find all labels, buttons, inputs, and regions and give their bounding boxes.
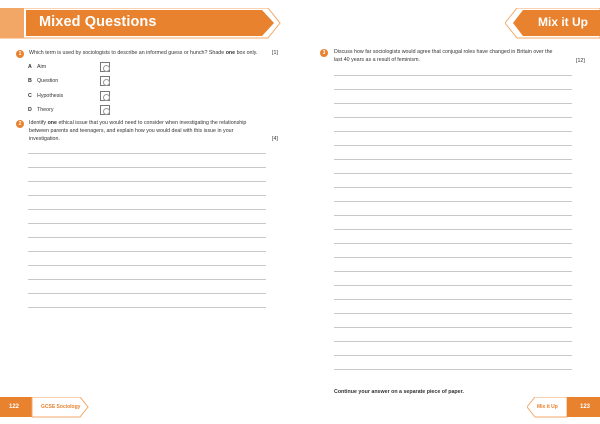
answer-line: [28, 223, 266, 224]
answer-line: [334, 117, 572, 118]
answer-line: [334, 369, 572, 370]
answer-line: [334, 89, 572, 90]
footer-book-title: GCSE Sociology: [41, 404, 81, 410]
question-3-text: Discuss how far sociologists would agree that conjugal roles have changed in Britain over the last 40 years as a result of feminism.: [334, 49, 553, 63]
question-1-marks: [1]: [272, 50, 278, 56]
answer-line: [28, 293, 266, 294]
answer-line: [28, 209, 266, 210]
option-label: Question: [37, 78, 59, 84]
answer-line: [28, 251, 266, 252]
answer-line: [28, 153, 266, 154]
option-letter: B: [28, 78, 32, 84]
answer-line: [28, 265, 266, 266]
answer-line: [334, 145, 572, 146]
answer-line: [334, 285, 572, 286]
question-3-marks: [12]: [576, 58, 585, 64]
answer-line: [334, 75, 572, 76]
answer-line: [334, 257, 572, 258]
option-d-checkbox[interactable]: [100, 105, 110, 115]
question-2-marks: [4]: [272, 136, 278, 142]
continue-note: Continue your answer on a separate piece of paper.: [334, 389, 464, 395]
question-number-badge: 2: [16, 120, 24, 128]
answer-line: [334, 201, 572, 202]
page-title: Mixed Questions: [39, 14, 157, 30]
page-number-left: 122: [9, 404, 20, 410]
answer-line: [334, 229, 572, 230]
question-number-badge: 1: [16, 50, 24, 58]
answer-line: [334, 327, 572, 328]
option-letter: A: [28, 64, 32, 70]
answer-line: [334, 299, 572, 300]
option-label: Theory: [37, 107, 54, 113]
question-1-text: Which term is used by sociologists to describe an informed guess or hunch? Shade one box only.: [29, 50, 258, 56]
answer-line: [334, 131, 572, 132]
answer-line: [334, 355, 572, 356]
option-letter: D: [28, 107, 32, 113]
answer-line: [334, 173, 572, 174]
answer-line: [28, 279, 266, 280]
option-b-checkbox[interactable]: [100, 76, 110, 86]
answer-line: [334, 103, 572, 104]
answer-line: [334, 159, 572, 160]
answer-line: [334, 215, 572, 216]
question-2-text: Identify one ethical issue that you would need to consider when investigating the relationship between parents and teenagers, and explain how you would deal with this issue in your investigation.: [29, 120, 247, 142]
option-label: Hypothesis: [37, 93, 64, 99]
answer-line: [28, 167, 266, 168]
answer-line: [28, 195, 266, 196]
answer-line: [334, 341, 572, 342]
answer-line: [334, 243, 572, 244]
option-c-checkbox[interactable]: [100, 91, 110, 101]
section-title: Mix it Up: [538, 15, 588, 29]
answer-line: [28, 237, 266, 238]
answer-line: [334, 313, 572, 314]
question-number-badge: 3: [320, 49, 328, 57]
page-number-right: 123: [580, 404, 591, 410]
answer-line: [334, 271, 572, 272]
answer-line: [28, 181, 266, 182]
footer-section-title: Mix it Up: [537, 404, 558, 410]
option-letter: C: [28, 93, 32, 99]
answer-line: [334, 187, 572, 188]
answer-line: [28, 307, 266, 308]
option-a-checkbox[interactable]: [100, 62, 110, 72]
option-label: Aim: [37, 64, 47, 70]
